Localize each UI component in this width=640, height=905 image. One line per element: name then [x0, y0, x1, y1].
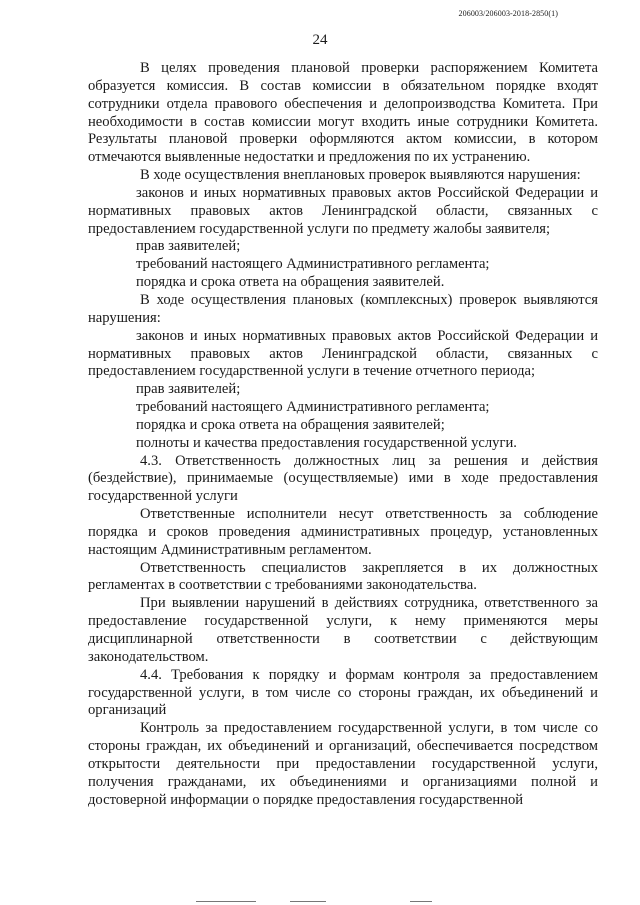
paragraph: Ответственность специалистов закрепляется в их должностных регламентах в соответствии с требованиями законодательства.: [88, 559, 598, 594]
document-body: [88, 60, 598, 809]
list-item: полноты и качества предоставления государственной услуги.: [136, 434, 517, 451]
paragraph: Контроль за предоставлением государственной услуги, в том числе со стороны граждан, их объединений и организаций, обеспечивается посредством открытости деятельности при предоставлении государственной услуги, получения гражданами, их объединениями и организациями полной и достоверной информации о порядке предоставления государственной: [88, 720, 598, 808]
paragraph: При выявлении нарушений в действиях сотрудника, ответственного за предоставление государственной услуги, к нему применяются меры дисциплинарной ответственности в соответствии с действующим законодательством.: [88, 595, 598, 665]
list-item: порядка и срока ответа на обращения заявителей;: [136, 416, 445, 433]
list-item: требований настоящего Административного регламента;: [136, 399, 490, 416]
paragraph: В ходе осуществления внеплановых проверок выявляются нарушения:: [140, 167, 581, 184]
paragraph: Ответственные исполнители несут ответственность за соблюдение порядка и сроков проведения административных процедур, установленных настоящим Административным регламентом.: [88, 506, 598, 558]
list-item: требований настоящего Административного регламента;: [136, 256, 490, 273]
list-item: порядка и срока ответа на обращения заявителей.: [136, 274, 445, 291]
paragraph: В ходе осуществления плановых (комплексных) проверок выявляются нарушения:: [88, 291, 598, 326]
section-heading: 4.4. Требования к порядку и формам контроля за предоставлением государственной услуги, в том числе со стороны граждан, их объединений и организаций: [88, 666, 598, 719]
list-item: законов и иных нормативных правовых актов Российской Федерации и нормативных правовых актов Ленинградской области, связанных с предоставлением государственной услуги по предмету жалобы заявителя;: [88, 184, 598, 237]
list-item: законов и иных нормативных правовых актов Российской Федерации и нормативных правовых актов Ленинградской области, связанных с предоставлением государственной услуги в течение отчетного периода;: [88, 327, 598, 380]
page-number: 24: [312, 32, 328, 48]
section-heading: 4.3. Ответственность должностных лиц за решения и действия (бездействие), принимаемые (осуществляемые) ими в ходе предоставления государственной услуги: [88, 452, 598, 505]
document-id: 206003/206003-2018-2850(1): [458, 9, 558, 18]
list-item: прав заявителей;: [136, 238, 241, 255]
list-item: прав заявителей;: [136, 381, 241, 398]
scan-mark: [196, 901, 256, 902]
scan-mark: [410, 901, 432, 902]
paragraph: В целях проведения плановой проверки распоряжением Комитета образуется комиссия. В состав комиссии в обязательном порядке входят сотрудники отдела правового обеспечения и делопроизводства Комитета. При необходимости в состав комиссии могут входить иные сотрудники Комитета. Результаты плановой проверки оформляются актом комиссии, в котором отмечаются выявленные недостатки и предложения по их устранению.: [88, 60, 598, 166]
scan-edge-marks: [0, 891, 640, 905]
scan-mark: [290, 901, 326, 902]
